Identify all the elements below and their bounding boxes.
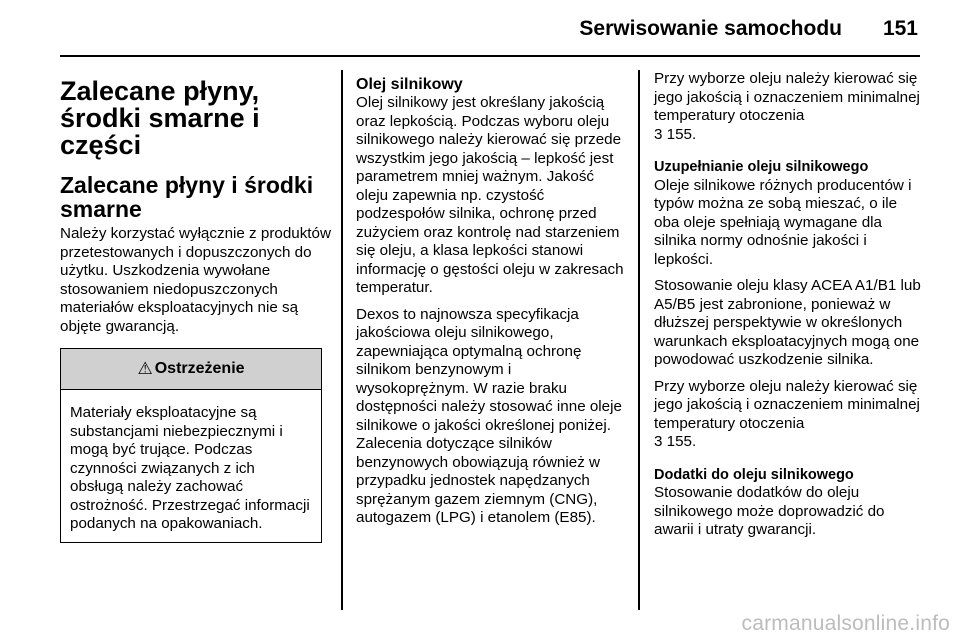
column-divider-1 — [341, 70, 343, 610]
header-rule — [60, 55, 920, 57]
refill-section — [654, 158, 926, 269]
engine-oil-paragraph-2: Dexos to najnowsza specyfikacja jakościowa oleju silnikowego, zapewniająca optymalną ochronę silnikom benzynowym i wysokoprężnym. W razie braku dostępności należy stosować inne oleje silnikowe o jakości określonej poniżej. Zalecenia dotyczące silników benzynowych obowiązują również w przypadku jednostek napędzanych sprężanym gazem ziemnym (CNG), autogazem (LPG) i etanolem (E85). — [356, 305, 622, 526]
column-divider-2 — [638, 70, 640, 610]
refill-paragraph: Oleje silnikowe różnych producentów i typów można ze sobą mieszać, o ile oba oleje spełniają wymagane dla silnika normy odnośnie jakości i lepkości. — [654, 176, 912, 268]
page-number: 151 — [882, 17, 918, 40]
watermark: carmanualsonline.info — [741, 612, 950, 635]
refill-heading: Uzupełnianie oleju silnikowego — [654, 159, 869, 175]
warning-title: Ostrzeżenie — [154, 359, 245, 377]
subsection-heading: Zalecane płyny i środki smarne — [60, 172, 314, 222]
column-2 — [356, 70, 628, 536]
additives-section — [654, 466, 926, 540]
engine-oil-paragraph-1: Olej silnikowy jest określany jakością oraz lepkością. Podczas wyboru oleju silnikowego należy kierować się przede wszystkim jego jakością – lepkość jest parametrem mniej ważnym. Jakość oleju zapewnia np. czystość podzespołów silnika, ochronę przed zużyciem oraz kontrolę nad starzeniem się oleju, a klasa lepkości stanowi informację o gęstości oleju w zakresach temperatur. — [356, 94, 624, 296]
page-reference-link[interactable]: 3 155. — [654, 125, 697, 143]
oil-selection-paragraph-1 — [654, 70, 926, 144]
page-header — [0, 0, 960, 50]
warning-triangle-icon: ⚠ — [137, 358, 153, 378]
engine-oil-heading: Olej silnikowy — [356, 76, 463, 93]
warning-header — [61, 349, 321, 390]
additives-heading: Dodatki do oleju silnikowego — [654, 466, 854, 483]
oil-selection-paragraph-2 — [654, 378, 926, 452]
column-3 — [654, 70, 926, 548]
section-heading: Zalecane płyny, środki smarne i części — [60, 76, 260, 160]
oil-selection-text-1: Przy wyborze oleju należy kierować się jego jakością i oznaczeniem minimalnej temperatury otoczenia — [654, 70, 920, 124]
page-title: Serwisowanie samochodu — [579, 17, 842, 40]
warning-body: Materiały eksploatacyjne są substancjami niebezpiecznymi i mogą być trujące. Podczas czynności związanych z ich obsługą należy zachować ostrożność. Przestrzegać informacji podanych na opakowaniach. — [70, 404, 310, 532]
additives-paragraph: Stosowanie dodatków do oleju silnikowego może doprowadzić do awarii i utraty gwarancji. — [654, 484, 885, 538]
page-reference-link[interactable]: 3 155. — [654, 433, 697, 450]
column-1 — [60, 70, 335, 543]
acea-paragraph: Stosowanie oleju klasy ACEA A1/B1 lub A5/B5 jest zabronione, ponieważ w dłuższej perspektywie w określonych warunkach eksploatacyjnych mogą one powodować uszkodzenie silnika. — [654, 277, 921, 368]
intro-paragraph: Należy korzystać wyłącznie z produktów przetestowanych i dopuszczonych do użytku. Uszkodzenia wywołane stosowaniem niedopuszczonych materiałów eksploatacyjnych nie są objęte gwarancją. — [60, 225, 331, 335]
oil-selection-text-2: Przy wyborze oleju należy kierować się jego jakością i oznaczeniem minimalnej temperatury otoczenia — [654, 377, 920, 432]
warning-box — [60, 348, 322, 543]
